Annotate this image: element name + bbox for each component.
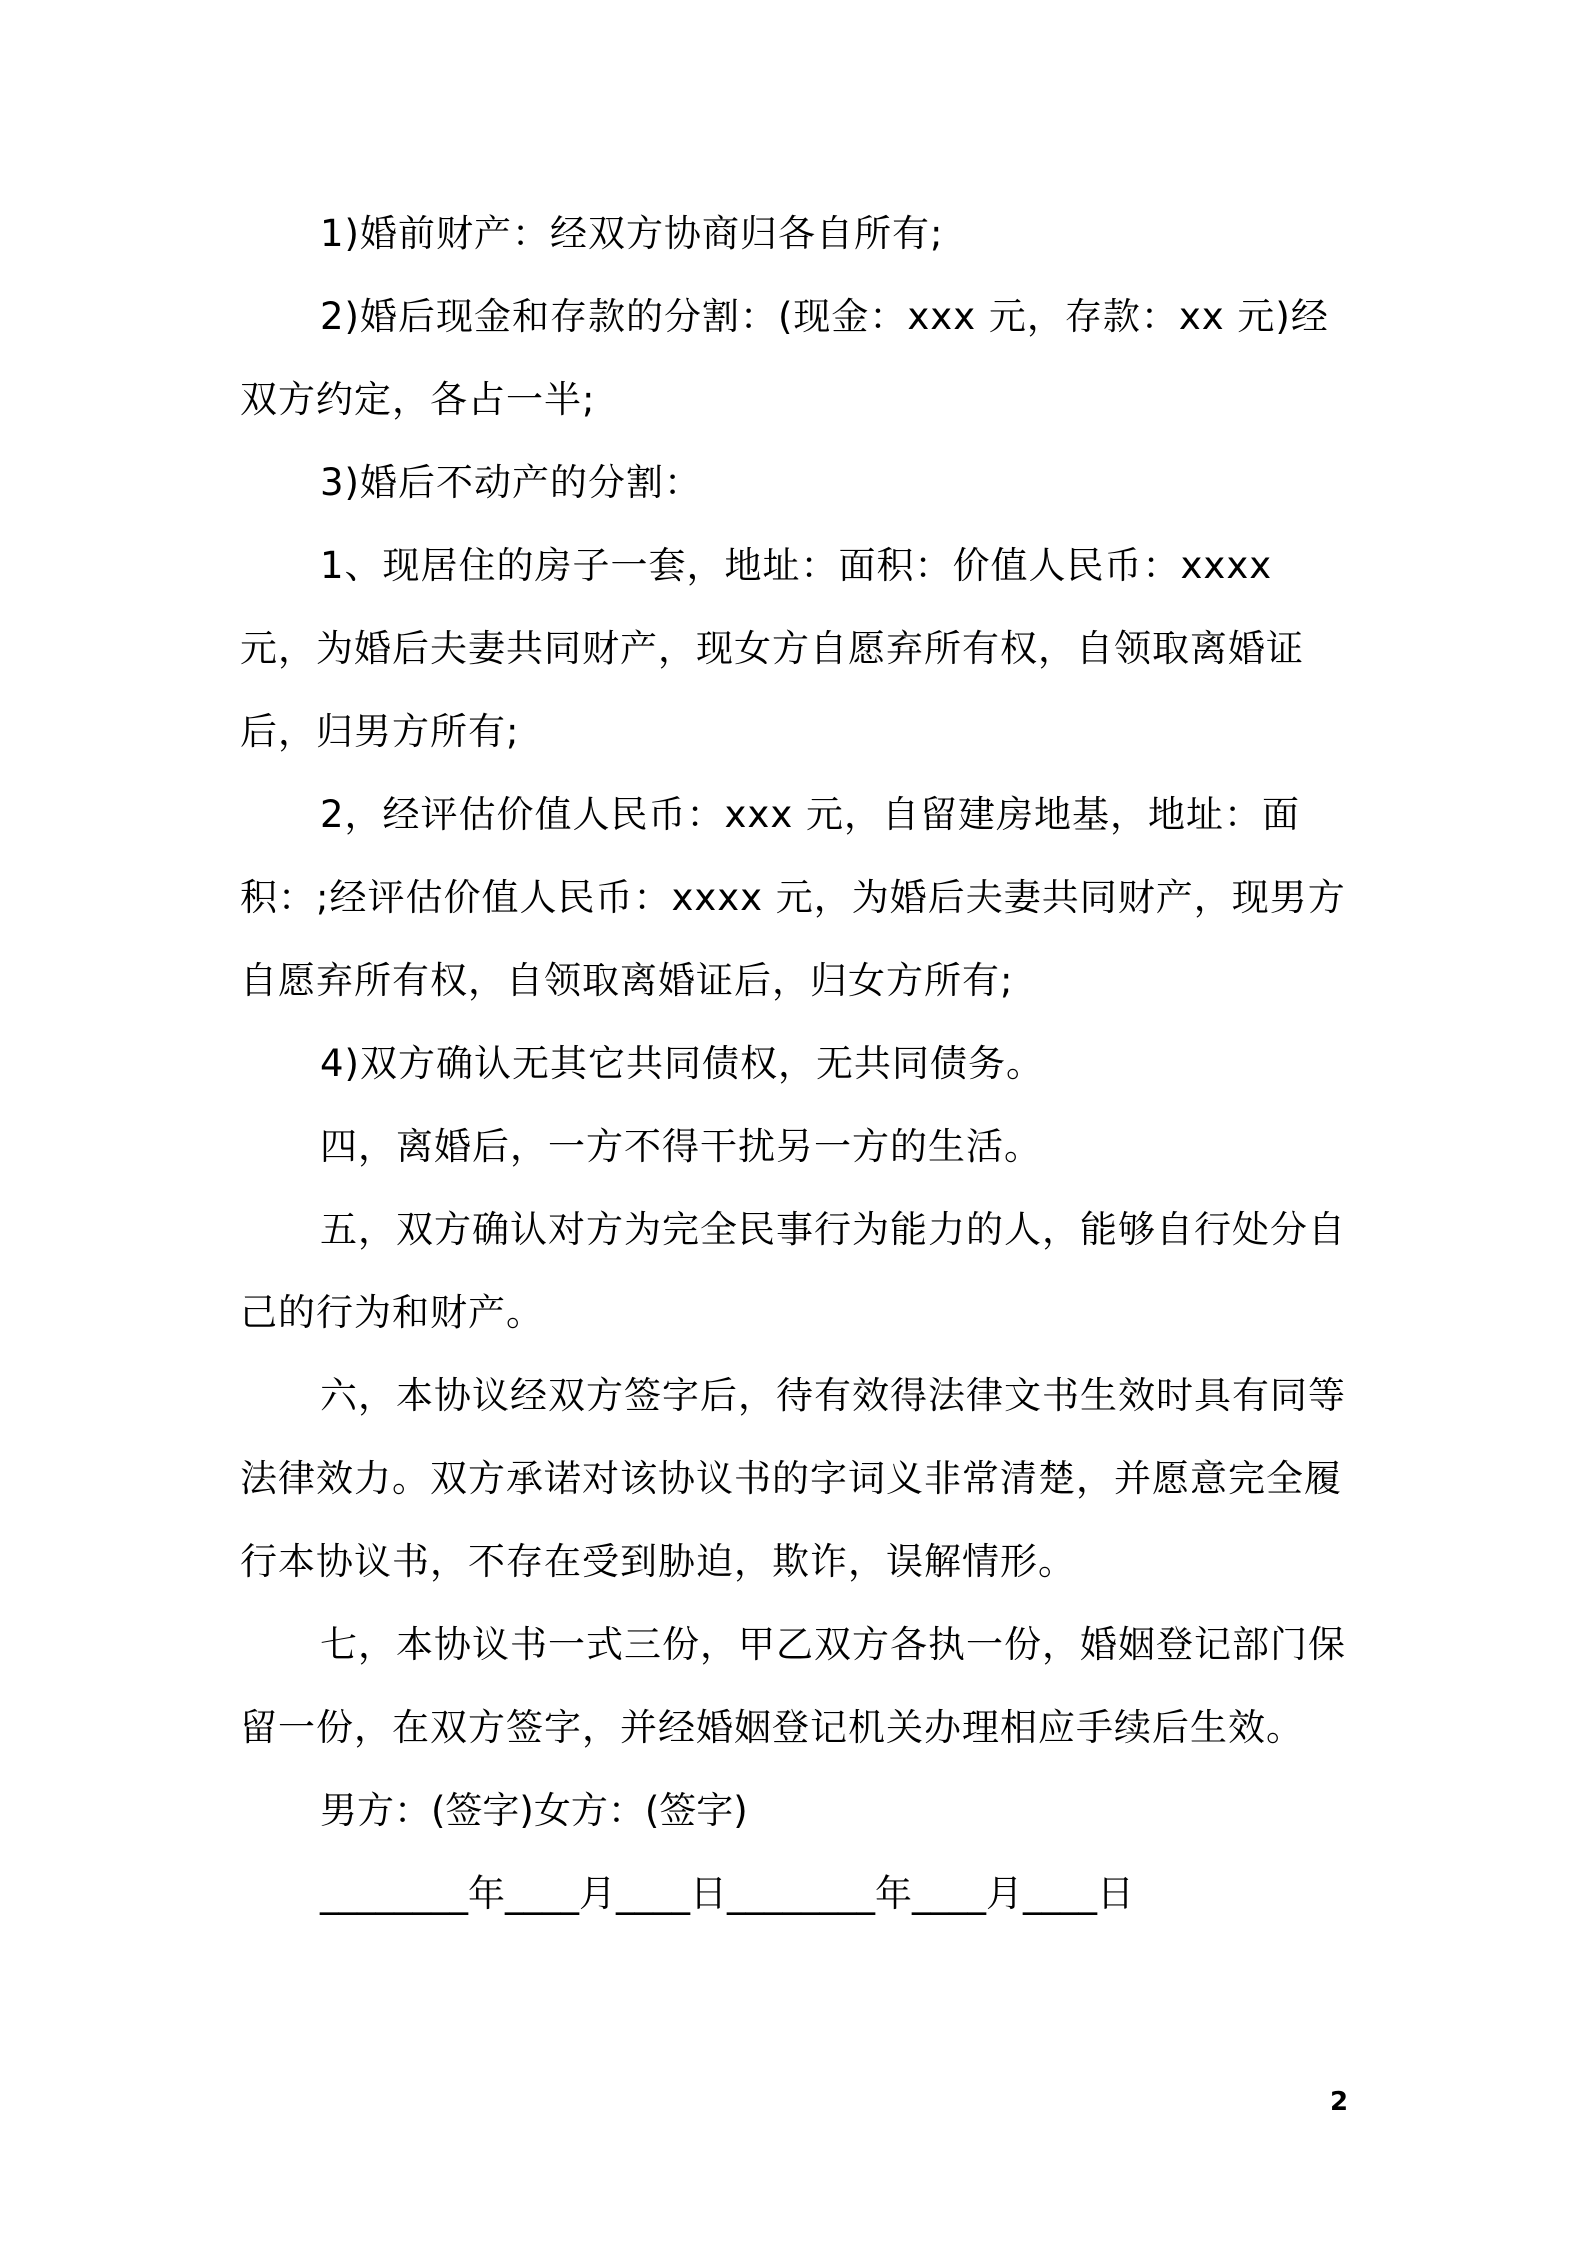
paragraph-clause-five: 五，双方确认对方为完全民事行为能力的人，能够自行处分自己的行为和财产。 — [240, 1208, 1346, 1334]
paragraph-land: 2，经评估价值人民币：xxx 元，自留建房地基，地址：面积：;经评估价值人民币：xxxx 元，为婚后夫妻共同财产，现男方自愿弃所有权，自领取离婚证后，归女方所有; — [240, 793, 1346, 1002]
document-body — [240, 192, 1360, 1935]
paragraph-cash-deposits: 2)婚后现金和存款的分割：(现金：xxx 元，存款：xx 元)经双方约定，各占一半; — [240, 295, 1329, 421]
date-line: ________年____月____日________年____月____日 — [320, 1872, 1134, 1915]
paragraph-clause-four: 四，离婚后，一方不得干扰另一方的生活。 — [320, 1125, 1042, 1168]
paragraph-real-estate-heading: 3)婚后不动产的分割： — [320, 461, 702, 504]
paragraph-debts: 4)双方确认无其它共同债权，无共同债务。 — [320, 1042, 1044, 1085]
paragraph-clause-six: 六，本协议经双方签字后，待有效得法律文书生效时具有同等法律效力。双方承诺对该协议书的字词义非常清楚，并愿意完全履行本协议书，不存在受到胁迫，欺诈，误解情形。 — [240, 1374, 1346, 1583]
paragraph-premarital-property: 1)婚前财产：经双方协商归各自所有; — [320, 212, 944, 255]
paragraph-clause-seven: 七，本协议书一式三份，甲乙双方各执一份，婚姻登记部门保留一份，在双方签字，并经婚姻登记机关办理相应手续后生效。 — [240, 1623, 1346, 1749]
paragraph-house: 1、现居住的房子一套，地址：面积：价值人民币：xxxx 元，为婚后夫妻共同财产，现女方自愿弃所有权，自领取离婚证后，归男方所有; — [240, 544, 1304, 753]
signature-line: 男方：(签字)女方：(签字) — [320, 1789, 748, 1832]
page-number: 2 — [1330, 2087, 1349, 2117]
